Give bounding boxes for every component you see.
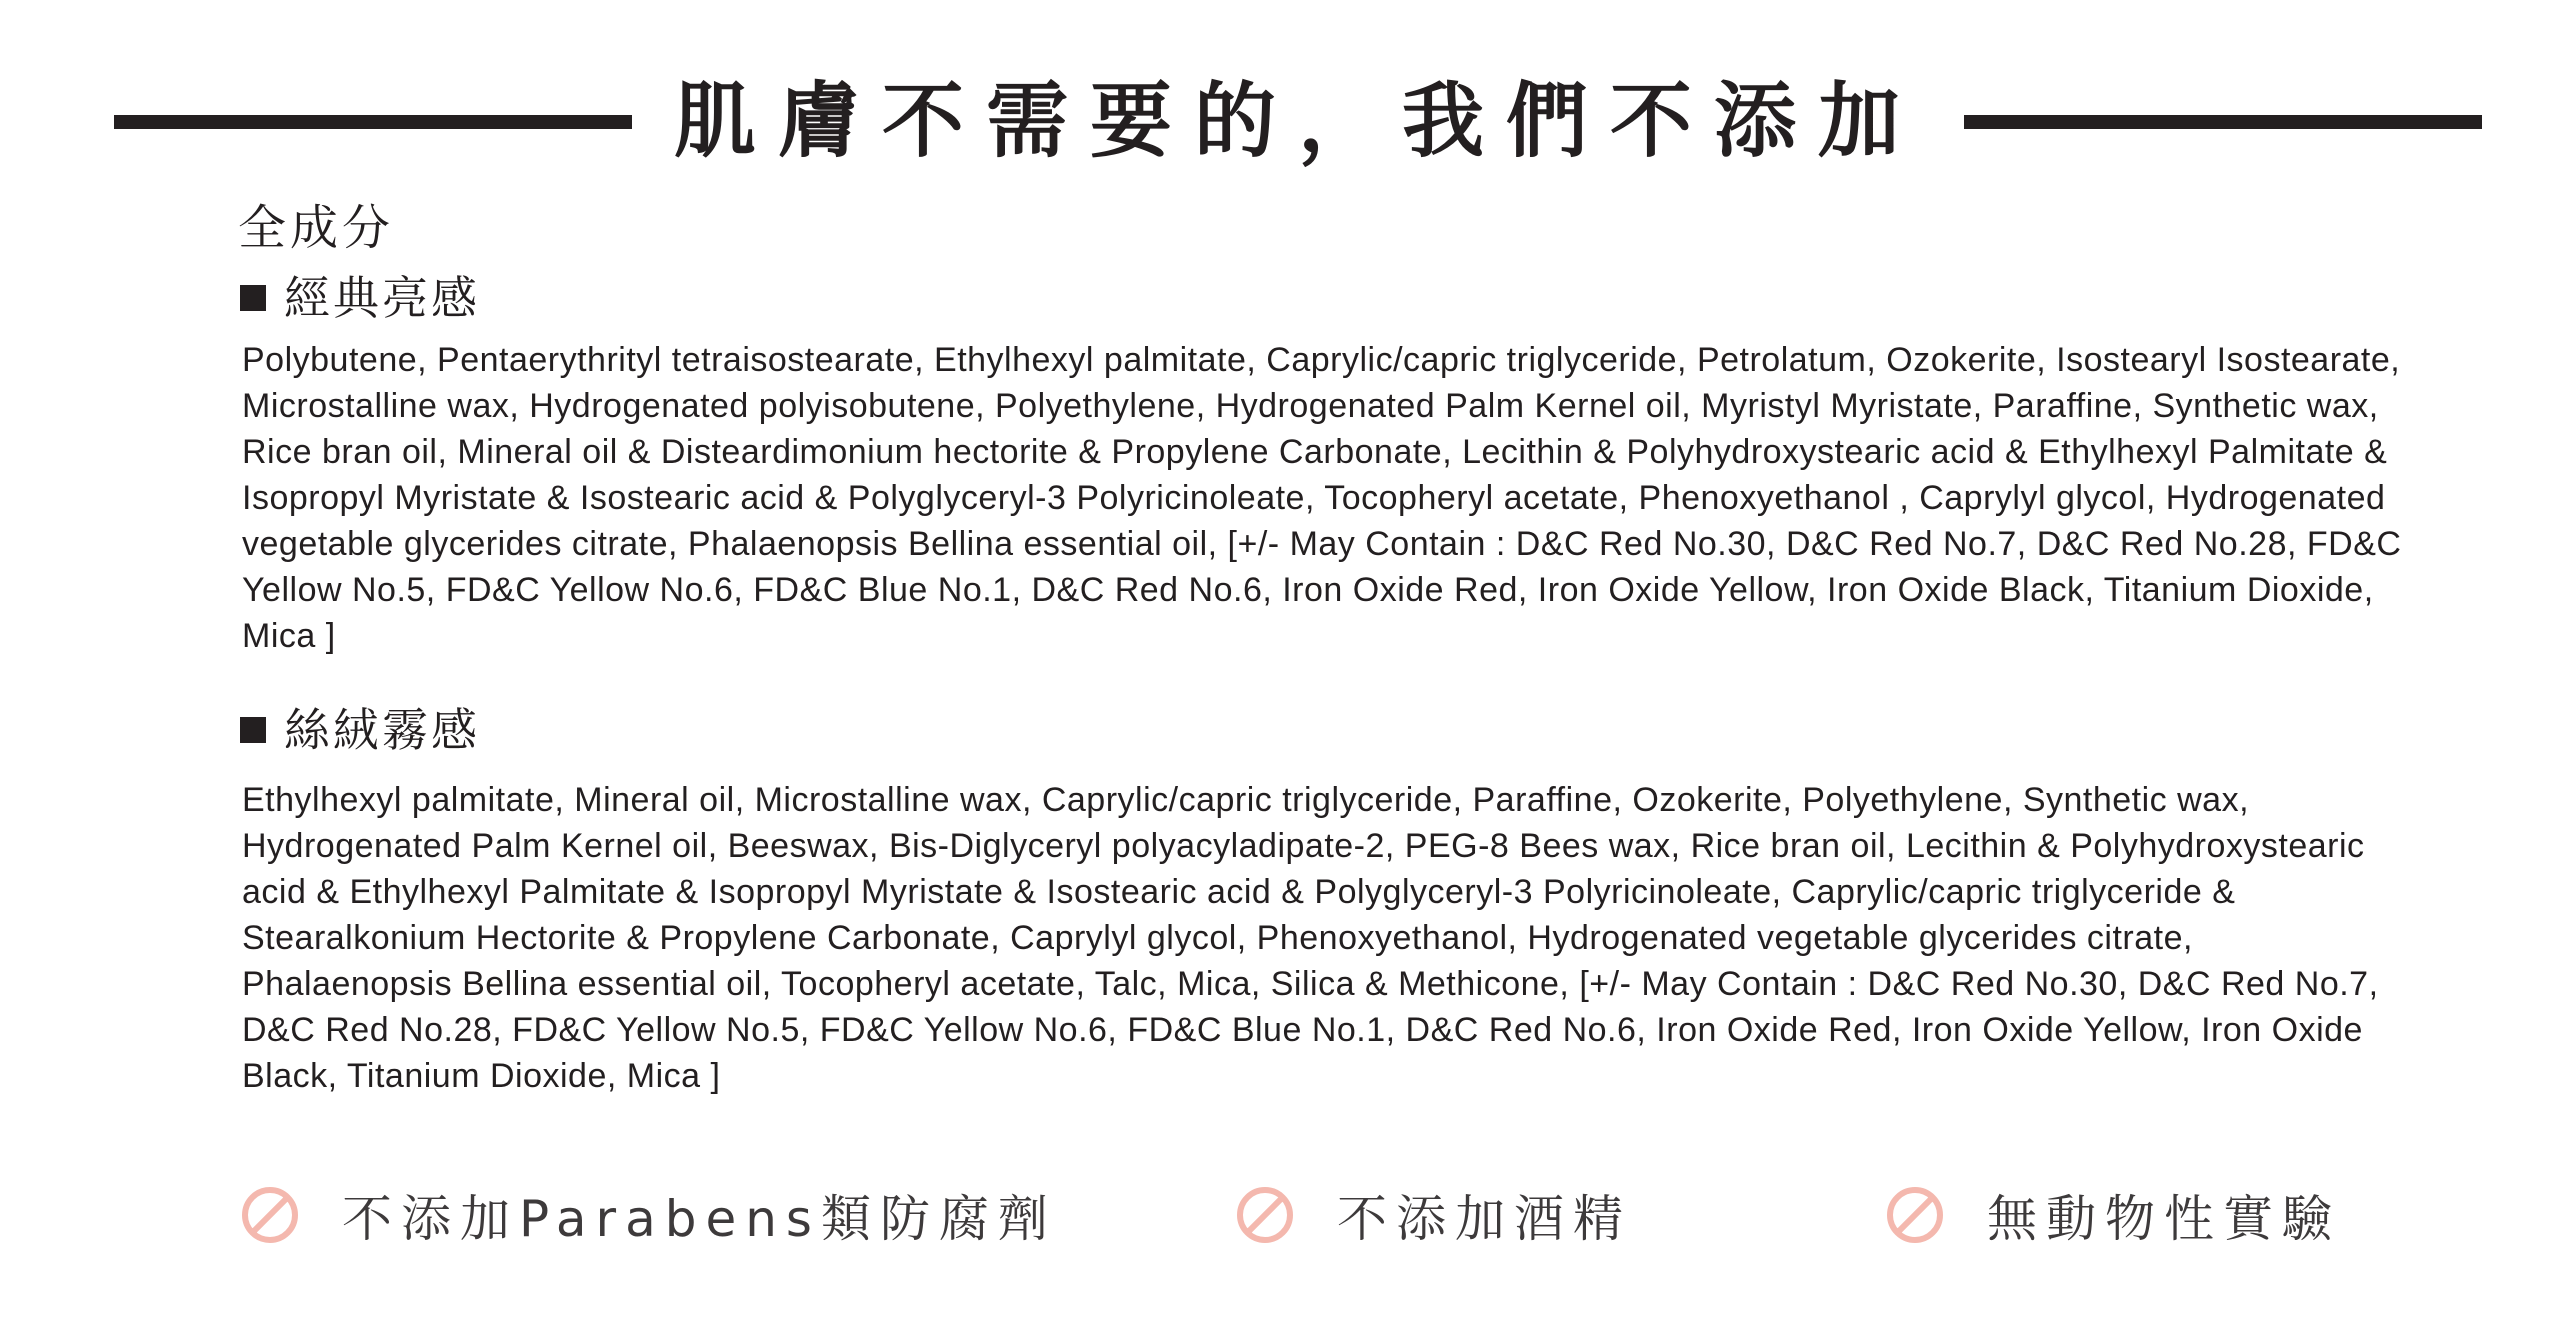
feature-label: 無動物性實驗 bbox=[1987, 1190, 2341, 1248]
square-bullet-icon bbox=[240, 285, 266, 311]
title-rule-right bbox=[1964, 115, 2482, 129]
feature-badges bbox=[0, 1170, 2550, 1260]
ingredients-section bbox=[238, 195, 2418, 1099]
product-name: 經典亮感 bbox=[284, 271, 480, 325]
product-heading-velvet-matte bbox=[238, 695, 2418, 765]
no-sign-icon bbox=[1885, 1185, 1945, 1245]
product-name: 絲絨霧感 bbox=[284, 703, 480, 757]
square-bullet-icon bbox=[240, 717, 266, 743]
no-sign-icon bbox=[240, 1185, 300, 1245]
feature-no-animal-testing bbox=[1885, 1170, 2341, 1260]
feature-label: 不添加Parabens類防腐劑 bbox=[342, 1190, 1057, 1248]
feature-no-parabens bbox=[240, 1170, 1057, 1260]
page-title: 肌膚不需要的，我們不添加 bbox=[673, 74, 1922, 169]
title-rule-left bbox=[114, 115, 632, 129]
ingredients-section-label: 全成分 bbox=[238, 200, 395, 256]
product-heading-classic-shine bbox=[238, 263, 2418, 333]
feature-label: 不添加酒精 bbox=[1337, 1190, 1632, 1248]
feature-no-alcohol bbox=[1235, 1170, 1632, 1260]
ingredient-list-classic-shine: Polybutene, Pentaerythrityl tetraisostearate, Ethylhexyl palmitate, Caprylic/capric triglyceride, Petrolatum, Ozokerite, Isostearyl Isostearate, Microstalline wax, Hydrogenated polyisobutene, Polyethylene, Hydrogenated Palm Kernel oil, Myristyl Myristate, Paraffine, Synthetic wax, Rice bran oil, Mineral oil & Disteardimonium hectorite & Propylene Carbonate, Lecithin & Polyhydroxystearic acid & Ethylhexyl Palmitate & Isopropyl Myristate & Isostearic acid & Polyglyceryl-3 Polyricinoleate, Tocopheryl acetate, Phenoxyethanol , Caprylyl glycol, Hydrogenated vegetable glycerides citrate, Phalaenopsis Bellina essential oil, [+/- May Contain : D&C Red No.30, D&C Red No.7, D&C Red No.28, FD&C Yellow No.5, FD&C Yellow No.6, FD&C Blue No.1, D&C Red No.6, Iron Oxide Red, Iron Oxide Yellow, Iron Oxide Black, Titanium Dioxide, Mica ] bbox=[242, 341, 2402, 655]
no-sign-icon bbox=[1235, 1185, 1295, 1245]
ingredient-list-velvet-matte: Ethylhexyl palmitate, Mineral oil, Microstalline wax, Caprylic/capric triglyceride, Paraffine, Ozokerite, Polyethylene, Synthetic wax, Hydrogenated Palm Kernel oil, Beeswax, Bis-Diglyceryl polyacyladipate-2, PEG-8 Bees wax, Rice bran oil, Lecithin & Polyhydroxystearic acid & Ethylhexyl Palmitate & Isopropyl Myristate & Isostearic acid & Polyglyceryl-3 Polyricinoleate, Caprylic/capric triglyceride & Stearalkonium Hectorite & Propylene Carbonate, Caprylyl glycol, Phenoxyethanol, Hydrogenated vegetable glycerides citrate, Phalaenopsis Bellina essential oil, Tocopheryl acetate, Talc, Mica, Silica & Methicone, [+/- May Contain : D&C Red No.30, D&C Red No.7, D&C Red No.28, FD&C Yellow No.5, FD&C Yellow No.6, FD&C Blue No.1, D&C Red No.6, Iron Oxide Red, Iron Oxide Yellow, Iron Oxide Black, Titanium Dioxide, Mica ] bbox=[242, 781, 2379, 1095]
